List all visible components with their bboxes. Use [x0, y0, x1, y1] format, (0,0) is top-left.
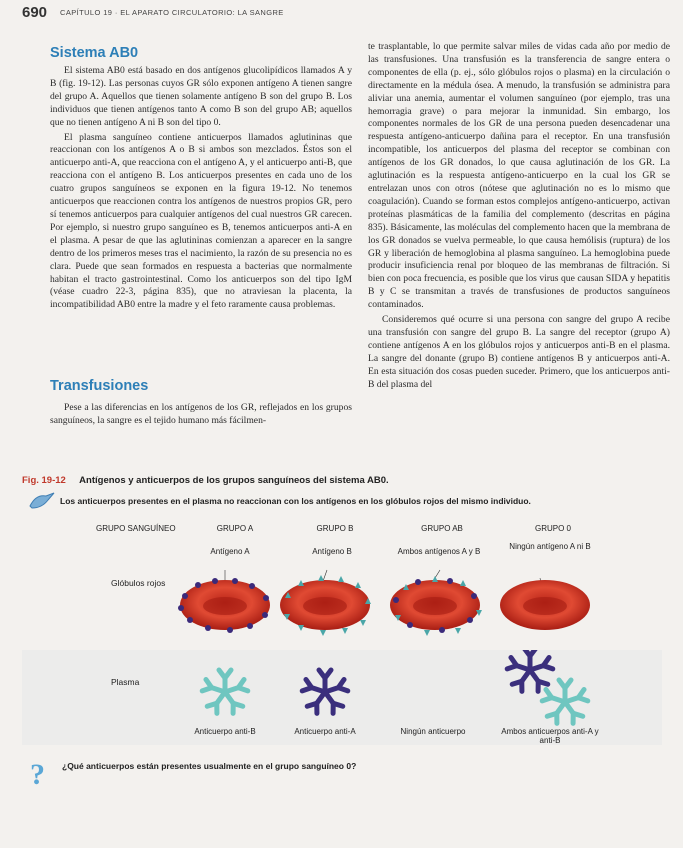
rbc-diagram: [160, 560, 660, 650]
page-number: 690: [22, 4, 48, 21]
left-column-2: [50, 402, 352, 428]
antigen-label-ab: Ambos antígenos A y B: [397, 547, 481, 556]
antibody-label-a: Anticuerpo anti-B: [194, 727, 256, 736]
figure-question: ¿Qué anticuerpos están presentes usualmente en el grupo sanguíneo 0?: [62, 761, 357, 771]
group-ab-label: GRUPO AB: [421, 524, 463, 533]
paragraph: El sistema AB0 está basado en dos antígenos glucolipídicos llamados A y B (fig. 19-12). Las personas cuyos GR sólo exponen antígeno A tienen sangre del grupo A. Aquellos que tienen solamente antígeno B son del grupo B. Los individuos que tienen antígenos tanto A como B son del grupo AB; aquellos que no tienen antígeno A ni B son del tipo 0.: [50, 65, 352, 128]
group-a-label: GRUPO A: [216, 524, 254, 533]
group-b-label: GRUPO B: [316, 524, 354, 533]
antibody-anti-a: [302, 670, 348, 713]
paragraph: Pese a las diferencias en los antígenos de los GR, reflejados en los grupos sanguíneos, la sangre es el tejido humano más fácilmen-: [50, 402, 352, 426]
figure-caption: [22, 470, 662, 488]
rbc-group-ab: [390, 576, 482, 636]
antibody-anti-a: [507, 650, 553, 691]
rbc-group-a: [178, 578, 270, 633]
paragraph: El plasma sanguíneo contiene anticuerpos llamados aglutininas que reaccionan con los antígenos A o B si ambos son mezclados. Éstos son el anticuerpo anti-A, que reacciona con el antígeno A, y el anticuerpo anti-B, que reacciona con el antígeno B. Los anticuerpos presentes en cada uno de los cuatro grupos sanguíneos se exponen en la figura 19-12. No tenemos anticuerpos que reaccionen contra los antígenos de nuestros propios GR, pero sí tenemos anticuerpos para cualquier antígenos del cual nuestros GR carecen. Por ejemplo, si nuestro grupo sanguíneo es B, tenemos anticuerpos anti-A en el plasma. A pesar de que las aglutininas comienzan a aparecer en la sangre dentro de los primeros meses tras el nacimiento, la razón de su presencia no es clara. Puede que sean formados en respuesta a bacterias que normalmente habitan el tracto gastrointestinal. Como los anticuerpos son del tipo IgM (véase cuadro 22-3, página 835), que no atraviesan la placenta, la incompatibilidad AB0 entre la madre y el feto raramente causa problemas.: [50, 131, 352, 311]
figure-note: Los anticuerpos presentes en el plasma no reaccionan con los antígenos en los glóbulos rojos del mismo individuo.: [60, 496, 531, 506]
paragraph: Consideremos qué ocurre si una persona con sangre del grupo A recibe una transfusión con sangre del grupo B. La sangre del receptor (grupo A) contiene antígenos A en los glóbulos rojos y anticuerpos anti-B en el plasma. La sangre del donante (grupo B) contiene antígenos B y anticuerpos anti-A. En esta situación dos cosas pueden suceder. Primero, que los anticuerpos anti-B del plasma del: [368, 314, 670, 390]
question-mark-icon: ?: [30, 758, 45, 791]
antibody-label-0: Ambos anticuerpos anti-A y anti-B: [501, 727, 599, 745]
rbc-group-b: [280, 575, 371, 636]
antibody-label-ab: Ningún anticuerpo: [400, 727, 466, 736]
antibody-anti-b: [202, 670, 248, 713]
rbc-group-0: [500, 580, 590, 630]
plasma-row-label: Plasma: [111, 677, 140, 687]
antigen-label-a: Antígeno A: [210, 547, 250, 556]
antibody-anti-b: [542, 680, 588, 723]
figure-label: Fig. 19-12: [22, 475, 66, 486]
rbc-row-label: Glóbulos rojos: [111, 578, 166, 588]
running-title: CAPÍTULO 19 · EL APARATO CIRCULATORIO: LA SANGRE: [60, 8, 284, 17]
section-title-ab0: Sistema AB0: [50, 45, 139, 61]
left-column: [50, 65, 352, 312]
figure-title: Antígenos y anticuerpos de los grupos sanguíneos del sistema AB0.: [79, 475, 389, 486]
antibody-label-b: Anticuerpo anti-A: [294, 727, 356, 736]
antigen-label-b: Antígeno B: [312, 547, 352, 556]
group-0-label: GRUPO 0: [534, 524, 571, 533]
right-column: [368, 41, 670, 391]
section-title-transfusiones: Transfusiones: [50, 378, 149, 394]
blood-group-header: GRUPO SANGUÍNEO: [96, 524, 176, 533]
note-pointer-icon: [28, 490, 56, 512]
antigen-label-0: Ningún antígeno A ni B: [509, 542, 591, 551]
paragraph: te trasplantable, lo que permite salvar miles de vidas cada año por medio de las transfusiones. Una transfusión es la transferencia de sangre entera o componentes de ella (p. ej., sólo glóbulos rojos o plasma) en la circulación o directamente en la médula ósea. A menudo, la transfusión se administra para aliviar una anemia, aumentar el volumen sanguíneo (por ejemplo, tras una hemorragia grave) o para mejorar la inmunidad. Sin embargo, los componentes normales de los GR de una persona pueden desencadenar una respuesta antígeno-anticuerpo dañina para el receptor. En una transfusión incompatible, los anticuerpos del plasma del receptor se combinan con antígenos de los GR donados, lo que causa aglutinación de los GR. La aglutinación es la respuesta antígeno-anticuerpo en la cual los GR se entrelazan unos con otros (nótese que aglutinación no es lo mismo que coagulación). Cuando se forman estos complejos antígeno-anticuerpo, activan proteínas plasmáticas de la familia del complemento (descritas en página 835). Básicamente, las moléculas del complemento hacen que la membrana de los GR donados se vuelva permeable, lo que causa hemólisis (ruptura) de los GR y liberación de hemoglobina al plasma sanguíneo. La hemoglobina puede producir insuficiencia renal por bloqueo de las membranas de filtración. Si bien con poca frecuencia, es posible que los virus que causan SIDA y hepatitis B y C se transmitan a través de transfusiones de productos sanguíneos contaminados.: [368, 41, 670, 311]
